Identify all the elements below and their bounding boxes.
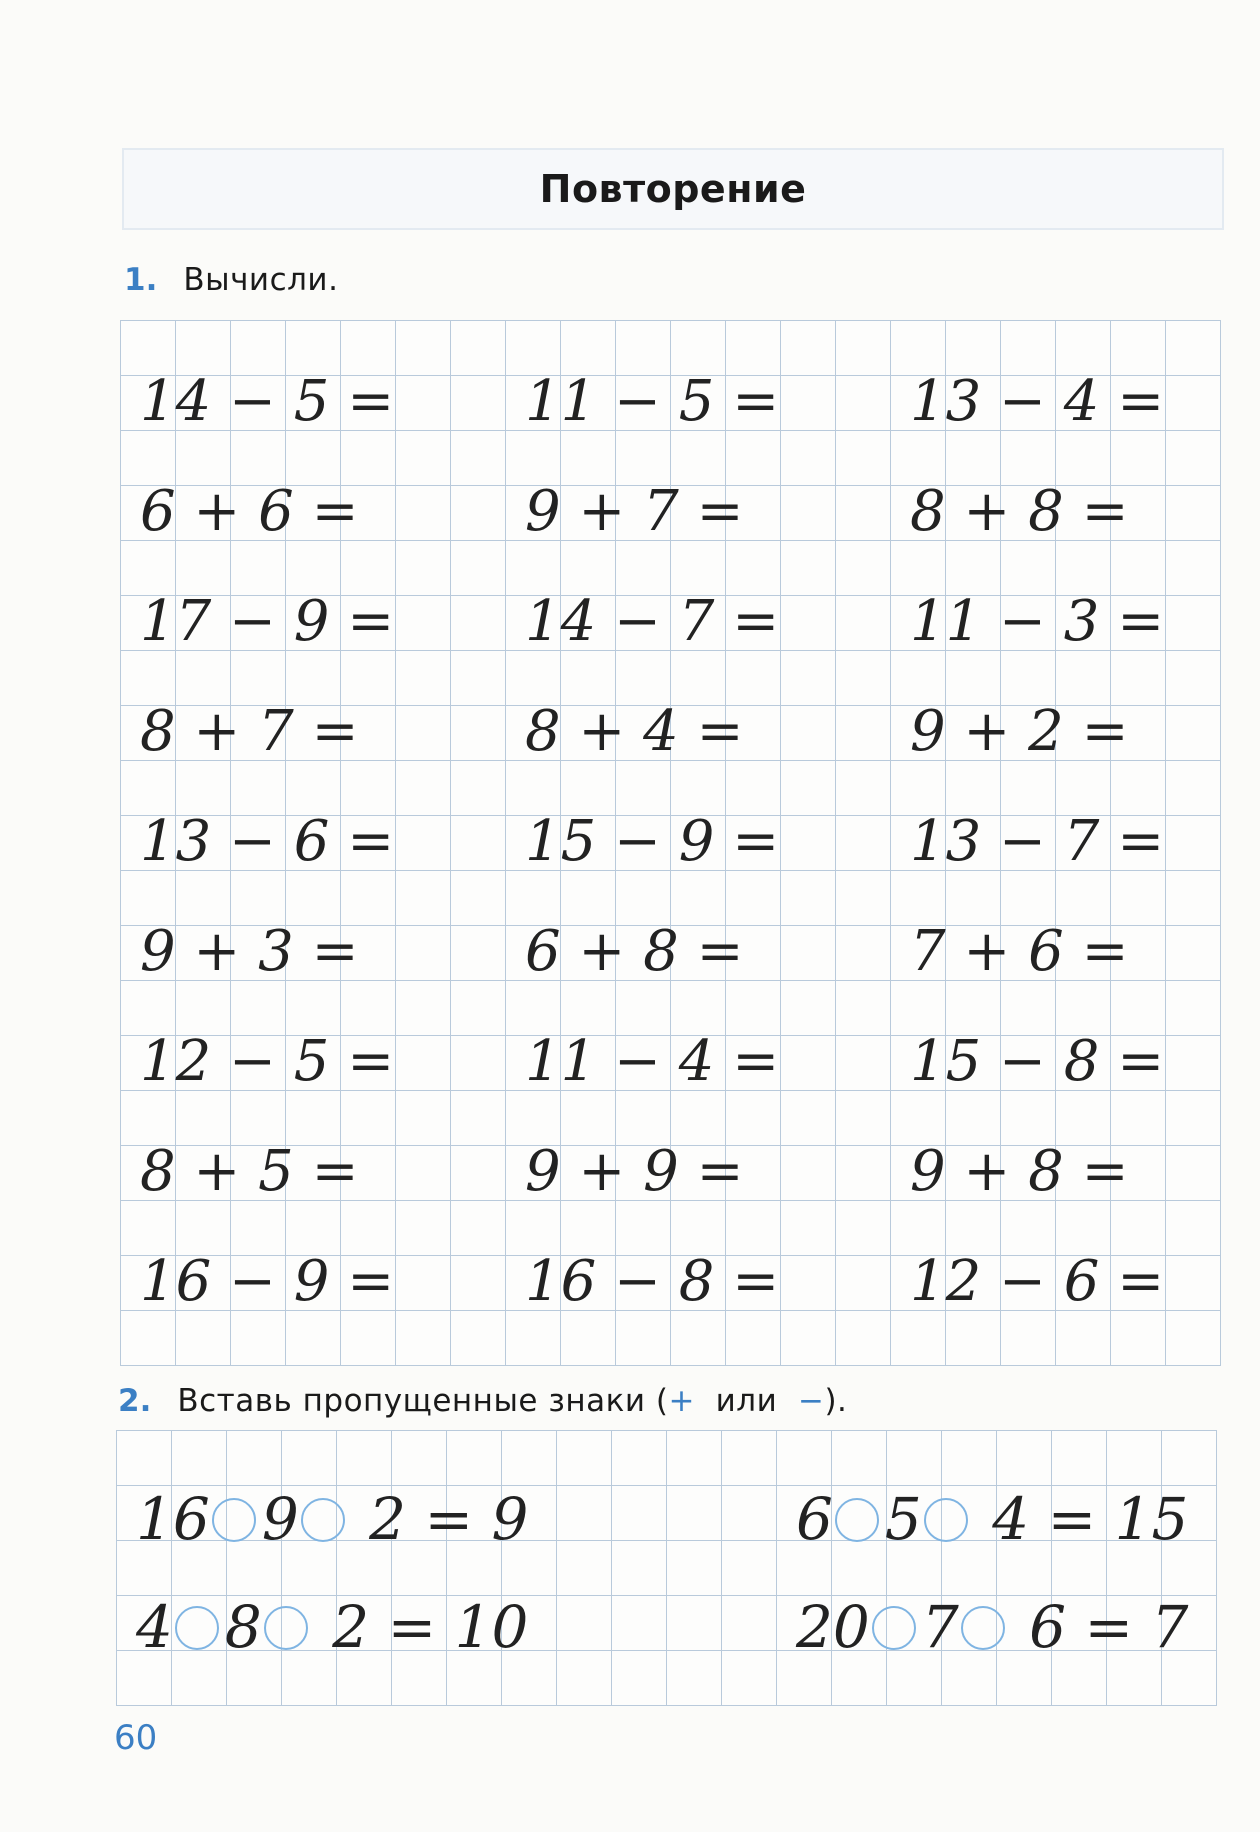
operand-c: 2 (332, 1593, 370, 1661)
expr-r3-c2: 14 − 7 = (525, 589, 780, 654)
operand-b: 5 (884, 1485, 922, 1553)
task2-text-before: Вставь пропущенные знаки ( (177, 1383, 669, 1419)
expr-r2-c2: 9 + 7 = (525, 479, 744, 544)
expr-r6-c3: 7 + 6 = (910, 919, 1129, 984)
expr-r8-c1: 8 + 5 = (140, 1139, 359, 1204)
expr-r5-c3: 13 − 7 = (910, 809, 1165, 874)
expr-r1-c3: 13 − 4 = (910, 369, 1165, 434)
expr-r6-c1: 9 + 3 = (140, 919, 359, 984)
expr-r4-c1: 8 + 7 = (140, 699, 359, 764)
operand-a: 16 (136, 1485, 210, 1553)
task2-text-after: ). (824, 1383, 848, 1419)
operand-c: 4 (992, 1485, 1030, 1553)
task2-grid (116, 1430, 1217, 1706)
page-title: Повторение (539, 167, 807, 211)
expr-r1-c2: 11 − 5 = (525, 369, 780, 434)
task2-heading (118, 1383, 847, 1419)
result: 10 (454, 1593, 529, 1661)
sign-blank-circle[interactable] (175, 1606, 219, 1650)
task2-text (177, 1383, 847, 1419)
operand-a: 20 (796, 1593, 870, 1661)
expr-r7-c3: 15 − 8 = (910, 1029, 1165, 1094)
operand-c: 2 (369, 1485, 407, 1553)
expr-r2-c3: 8 + 8 = (910, 479, 1129, 544)
sign-blank-circle[interactable] (835, 1498, 879, 1542)
expr-r6-c2: 6 + 8 = (525, 919, 744, 984)
result: 15 (1114, 1485, 1189, 1553)
page-number: 60 (114, 1718, 158, 1758)
sign-blank-circle[interactable] (872, 1606, 916, 1650)
sign-blank-circle[interactable] (924, 1498, 968, 1542)
expr-r9-c1: 16 − 9 = (140, 1249, 395, 1314)
expr-r9-c3: 12 − 6 = (910, 1249, 1165, 1314)
sign-blank-circle[interactable] (961, 1606, 1005, 1650)
sign-blank-circle[interactable] (212, 1498, 256, 1542)
expr-r1-c1: 14 − 5 = (140, 369, 395, 434)
operand-b: 8 (224, 1593, 262, 1661)
expr-r3-c3: 11 − 3 = (910, 589, 1165, 654)
sign-expr-r2-c2: 20 7 6 = 7 (796, 1593, 1189, 1661)
task1-number: 1. (124, 262, 158, 298)
task2-word-or: или (715, 1383, 778, 1419)
expr-r4-c2: 8 + 4 = (525, 699, 744, 764)
expr-r5-c2: 15 − 9 = (525, 809, 780, 874)
sign-blank-circle[interactable] (264, 1606, 308, 1650)
plus-sign: + (668, 1383, 695, 1419)
sign-expr-r2-c1: 4 8 2 = 10 (136, 1593, 529, 1661)
task1-heading (124, 262, 338, 298)
sign-expr-r1-c1: 16 9 2 = 9 (136, 1485, 529, 1553)
expr-r9-c2: 16 − 8 = (525, 1249, 780, 1314)
task1-text: Вычисли. (183, 262, 339, 298)
expr-r4-c3: 9 + 2 = (910, 699, 1129, 764)
expr-r8-c3: 9 + 8 = (910, 1139, 1129, 1204)
result: 9 (491, 1485, 529, 1553)
expr-r7-c2: 11 − 4 = (525, 1029, 780, 1094)
expr-r7-c1: 12 − 5 = (140, 1029, 395, 1094)
operand-a: 6 (796, 1485, 833, 1553)
operand-c: 6 (1029, 1593, 1067, 1661)
expr-r8-c2: 9 + 9 = (525, 1139, 744, 1204)
operand-a: 4 (136, 1593, 173, 1661)
task2-number: 2. (118, 1383, 152, 1419)
expr-r3-c1: 17 − 9 = (140, 589, 395, 654)
operand-b: 7 (921, 1593, 959, 1661)
result: 7 (1151, 1593, 1189, 1661)
title-band (122, 148, 1224, 230)
minus-sign: − (797, 1383, 825, 1419)
sign-expr-r1-c2: 6 5 4 = 15 (796, 1485, 1189, 1553)
expr-r2-c1: 6 + 6 = (140, 479, 359, 544)
sign-blank-circle[interactable] (301, 1498, 345, 1542)
operand-b: 9 (261, 1485, 299, 1553)
expr-r5-c1: 13 − 6 = (140, 809, 395, 874)
